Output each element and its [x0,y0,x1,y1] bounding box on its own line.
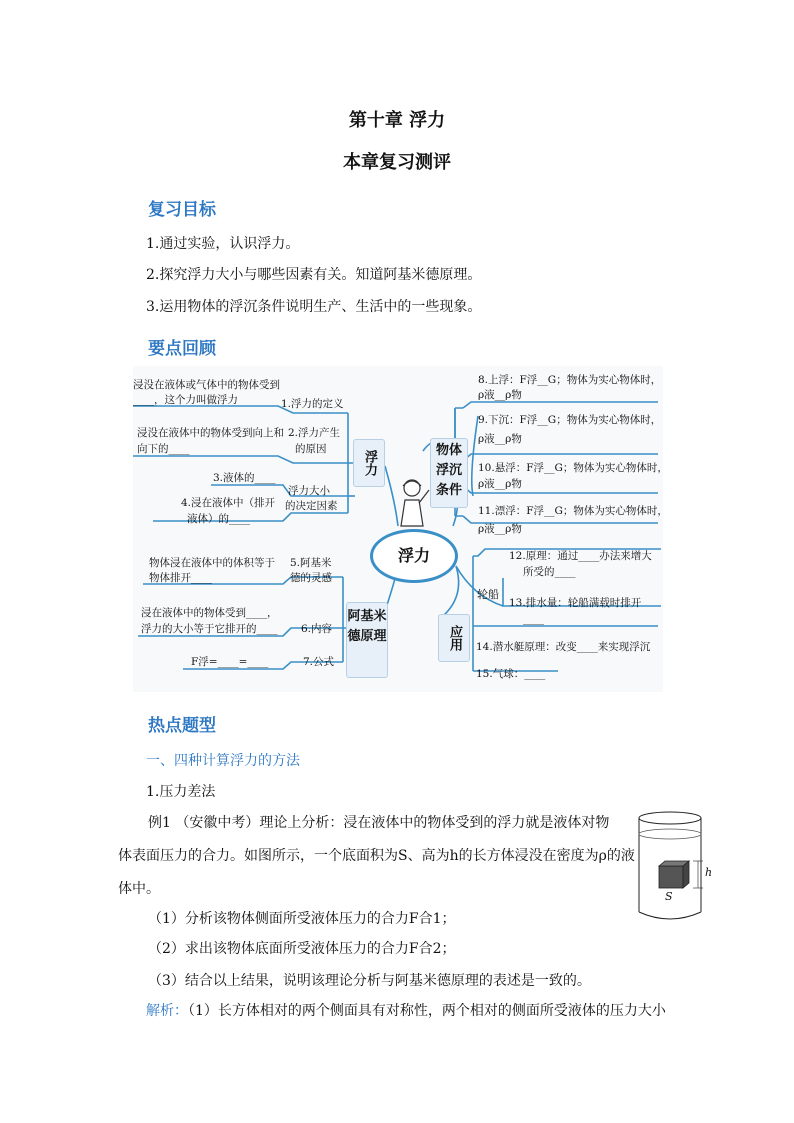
text-8b: ρ液__ρ物 [478,389,522,401]
goal-item: 1.通过实验，认识浮力。 [146,236,300,252]
text-13a: 13.排水量：轮船满载时排开 [509,597,642,609]
text-4b: 液体）的____ [187,513,250,525]
analysis-line [146,1000,666,1020]
text-13b: ____ [523,613,544,625]
text-9b: ρ液__ρ物 [478,433,522,445]
node-3b: 的决定因素 [285,500,338,512]
text-2b: 向下的____ [137,443,190,455]
node-1: 1.浮力的定义 [281,398,344,410]
goal-item: 3.运用物体的浮沉条件说明生产、生活中的一些现象。 [146,299,482,315]
text-7: F浮=____=____ [191,656,269,668]
review-heading: 要点回顾 [148,339,216,359]
center-node: 浮力 [370,529,458,583]
teacher-illustration [395,476,431,531]
text-11b: ρ液__ρ物 [478,523,522,535]
analysis-label: 解析： [146,1003,188,1019]
s-label: S [665,890,673,903]
text-10b: ρ液__ρ物 [478,478,522,490]
node-7: 7.公式 [303,656,335,668]
text-12a: 12.原理：通过____办法来增大 [509,550,652,562]
example-line: 例1 （安徽中考）理论上分析：浸在液体中的物体受到的浮力就是液体对物 [148,815,610,831]
text-2a: 浸没在液体中的物体受到向上和 [137,427,284,439]
text-6b: 浮力的大小等于它排开的____ [141,623,278,635]
text-1b: ____，这个力叫做浮力 [133,394,238,406]
hub-ship: 轮船 [477,588,499,601]
container-figure [637,810,713,924]
mind-map [133,366,668,692]
node-2a: 2.浮力产生 [288,427,341,439]
chapter-title: 第十章 浮力 [348,110,446,131]
beaker-diagram [637,810,703,924]
hot-heading: 热点题型 [148,716,216,736]
analysis-text: （1）长方体相对的两个侧面具有对称性，两个相对的侧面所受液体的压力大小 [188,1003,666,1019]
text-6a: 浸在液体中的物体受到____， [141,607,278,619]
text-5a: 物体浸在液体中的体积等于 [149,557,275,569]
question-3: （3）结合以上结果，说明该理论分析与阿基米德原理的表述是一致的。 [148,973,591,989]
example-line: 体表面压力的合力。如图所示，一个底面积为S、高为h的长方体浸没在密度为ρ的液 [118,848,635,864]
question-1: （1）分析该物体侧面所受液体压力的合力F合1； [148,911,456,927]
hub-application: 应用 [438,614,470,662]
example-line: 体中。 [118,881,160,897]
hub-buoyancy: 浮力 [353,439,385,487]
hub-float-sink: 物体浮沉条件 [430,438,468,508]
goal-item: 2.探究浮力大小与哪些因素有关。知道阿基米德原理。 [146,267,482,283]
hub-archimedes: 阿基米德原理 [346,602,388,678]
text-10a: 10.悬浮：F浮__G；物体为实心物体时， [478,462,668,474]
node-5b: 德的灵感 [290,572,332,584]
text-14: 14.潜水艇原理：改变____来实现浮沉 [476,641,651,653]
node-6: 6.内容 [301,623,333,635]
text-5b: 物体排开____ [149,572,212,584]
section-heading: 一、四种计算浮力的方法 [146,753,300,769]
text-1a: 浸没在液体或气体中的物体受到 [133,379,280,391]
h-label: h [705,866,713,879]
node-5a: 5.阿基米 [290,557,332,569]
text-4a: 4.浸在液体中（排开 [181,497,276,509]
text-11a: 11.漂浮：F浮__G；物体为实心物体时， [478,505,668,517]
goals-heading: 复习目标 [148,200,216,220]
page-subtitle: 本章复习测评 [343,152,451,173]
node-2b: 的原因 [295,443,327,455]
method-heading: 1.压力差法 [146,784,216,800]
node-3a: 浮力大小 [288,485,330,497]
text-12b: 所受的____ [523,566,576,578]
text-15: 15.气球：____ [476,668,546,680]
text-9a: 9.下沉：F浮__G；物体为实心物体时， [478,414,662,426]
text-3: 3.液体的____ [213,472,276,484]
text-8a: 8.上浮：F浮__G；物体为实心物体时， [478,374,662,386]
question-2: （2）求出该物体底面所受液体压力的合力F合2； [148,941,456,957]
